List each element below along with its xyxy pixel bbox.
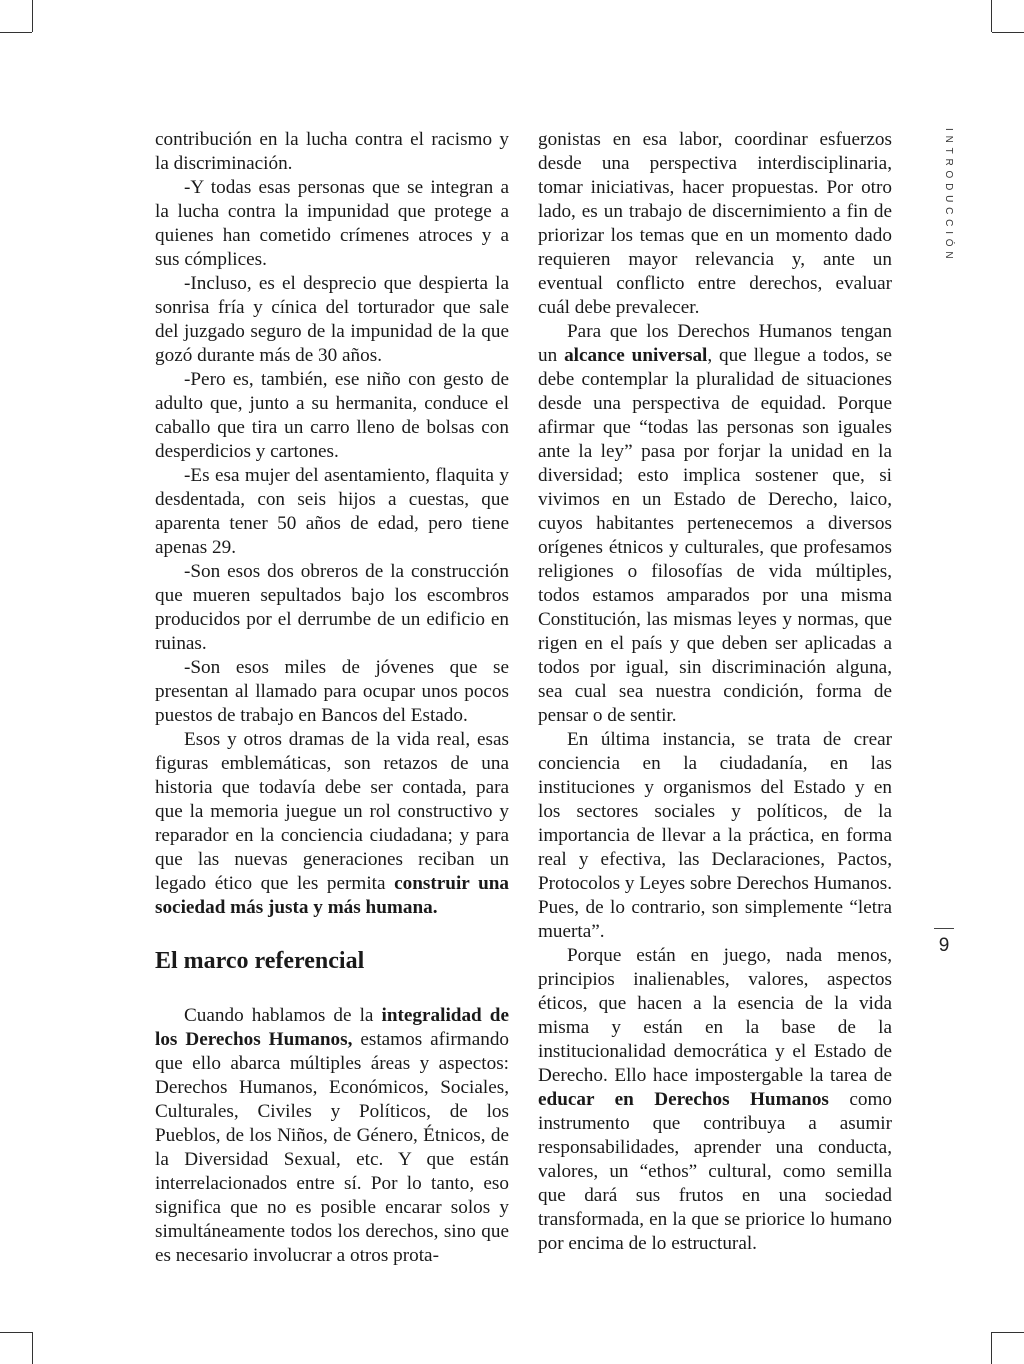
paragraph-text: estamos afirmando que ello abarca múltiples áreas y aspectos: Derechos Humanos, Económicos, Sociales, Culturales, Civiles y Políticos, de los Pueblos, de los Niños, de Género, Étnicos, de la Diversidad Sexual, etc. Y que están interrelacionados entre sí. Por lo tanto, eso significa que no es posible encarar solos y simultáneamente todos los derechos, sino que es necesario involucrar a otros prota-	[155, 1029, 510, 1266]
paragraph	[538, 320, 892, 728]
paragraph: contribución en la lucha contra el racismo y la discriminación.	[155, 129, 509, 174]
paragraph-text: como instrumento que contribuya a asumir responsabilidades, aprender una conducta, valores, un “ethos” cultural, como semilla que dará sus frutos en una sociedad transformada, en la que se priorice lo humano por encima de lo estructural.	[538, 1089, 892, 1254]
paragraph: -Pero es, también, ese niño con gesto de adulto que, junto a su hermanita, conduce el caballo que tira un carro lleno de bolsas con desperdicios y cartones.	[155, 369, 509, 462]
paragraph-text: , que llegue a todos, se debe contemplar la pluralidad de situaciones desde una perspectiva de equidad. Porque afirmar que “todas las personas son iguales ante la ley” pasa por forjar la unidad en la diversidad; esto implica sostener que, si vivimos en un Estado de Derecho, laico, cuyos habitantes pertenecemos a diversos orígenes étnicos y culturales, que profesamos religiones o filosofías de vida múltiples, todos estamos amparados por una misma Constitución, las mismas leyes y normas, que rigen en el país y que deben ser aplicadas a todos por igual, sin discriminación alguna, sea cual sea nuestra condición, forma de pensar o de sentir.	[538, 345, 892, 726]
crop-mark-bottom-right-h	[992, 1332, 1024, 1333]
paragraph: -Y todas esas personas que se integran a la lucha contra la impunidad que protege a quienes han cometido crímenes atroces y a sus cómplices.	[155, 177, 509, 270]
page-number-rule	[934, 928, 954, 929]
paragraph-text: Para que los Derechos Humanos tengan un	[538, 321, 892, 366]
bold-phrase: construir una sociedad más justa y más humana.	[155, 873, 509, 918]
crop-mark-bottom-left-v	[32, 1332, 33, 1364]
bold-phrase: educar en Derechos Humanos	[538, 1089, 829, 1110]
paragraph: -Incluso, es el desprecio que despierta la sonrisa fría y cínica del torturador que sale del juzgado seguro de la impunidad de la que gozó durante más de 30 años.	[155, 273, 509, 366]
right-column	[538, 128, 892, 1256]
left-column	[155, 128, 509, 1268]
paragraph-text: Cuando hablamos de la	[184, 1005, 382, 1026]
paragraph: -Son esos dos obreros de la construcción que mueren sepultados bajo los escombros producidos por el derrumbe de un edificio en ruinas.	[155, 561, 509, 654]
paragraph-text: Porque están en juego, nada menos, principios inalienables, valores, aspectos éticos, que hacen a la esencia de la vida misma y están en la base de la institucionalidad democrática y el Estado de Derecho. Ello hace impostergable la tarea de	[538, 945, 892, 1086]
running-head: INTRODUCCIÓN	[943, 128, 954, 264]
paragraph	[155, 1004, 509, 1268]
crop-mark-top-left-h	[0, 32, 32, 33]
crop-mark-bottom-left-h	[0, 1332, 32, 1333]
paragraph-text: Esos y otros dramas de la vida real, esas figuras emblemáticas, son retazos de una historia que todavía debe ser contada, para que la memoria juegue un rol constructivo y reparador en la conciencia ciudadana; y para que las nuevas generaciones reciban un legado ético que les permita	[155, 729, 509, 894]
paragraph	[538, 944, 892, 1256]
crop-mark-top-right-v	[991, 0, 992, 32]
crop-mark-bottom-right-v	[991, 1332, 992, 1364]
crop-mark-top-left-v	[32, 0, 33, 32]
bold-phrase: integralidad de los Derechos Humanos,	[155, 1005, 509, 1050]
paragraph: En última instancia, se trata de crear conciencia en la ciudadanía, en las instituciones y organismos del Estado y en los sectores sociales y políticos, de la importancia de llevar a la práctica, en forma real y efectiva, las Declaraciones, Pactos, Protocolos y Leyes sobre Derechos Humanos. Pues, de lo contrario, son simplemente “letra muerta”.	[538, 729, 892, 942]
crop-mark-top-right-h	[992, 32, 1024, 33]
paragraph	[155, 728, 509, 920]
paragraph: -Son esos miles de jóvenes que se presentan al llamado para ocupar unos pocos puestos de trabajo en Bancos del Estado.	[155, 657, 509, 726]
paragraph: -Es esa mujer del asentamiento, flaquita y desdentada, con seis hijos a cuestas, que aparenta tener 50 años de edad, pero tiene apenas 29.	[155, 465, 509, 558]
bold-phrase: alcance universal	[564, 345, 708, 366]
page-number: 9	[938, 935, 950, 956]
section-heading: El marco referencial	[155, 948, 365, 974]
paragraph: gonistas en esa labor, coordinar esfuerzos desde una perspectiva interdisciplinaria, tomar iniciativas, hacer propuestas. Por otro lado, es un trabajo de discernimiento a fin de priorizar los temas que en un momento dado requieren mayor relevancia y, ante un eventual conflicto entre derechos, evaluar cuál debe prevalecer.	[538, 129, 892, 318]
